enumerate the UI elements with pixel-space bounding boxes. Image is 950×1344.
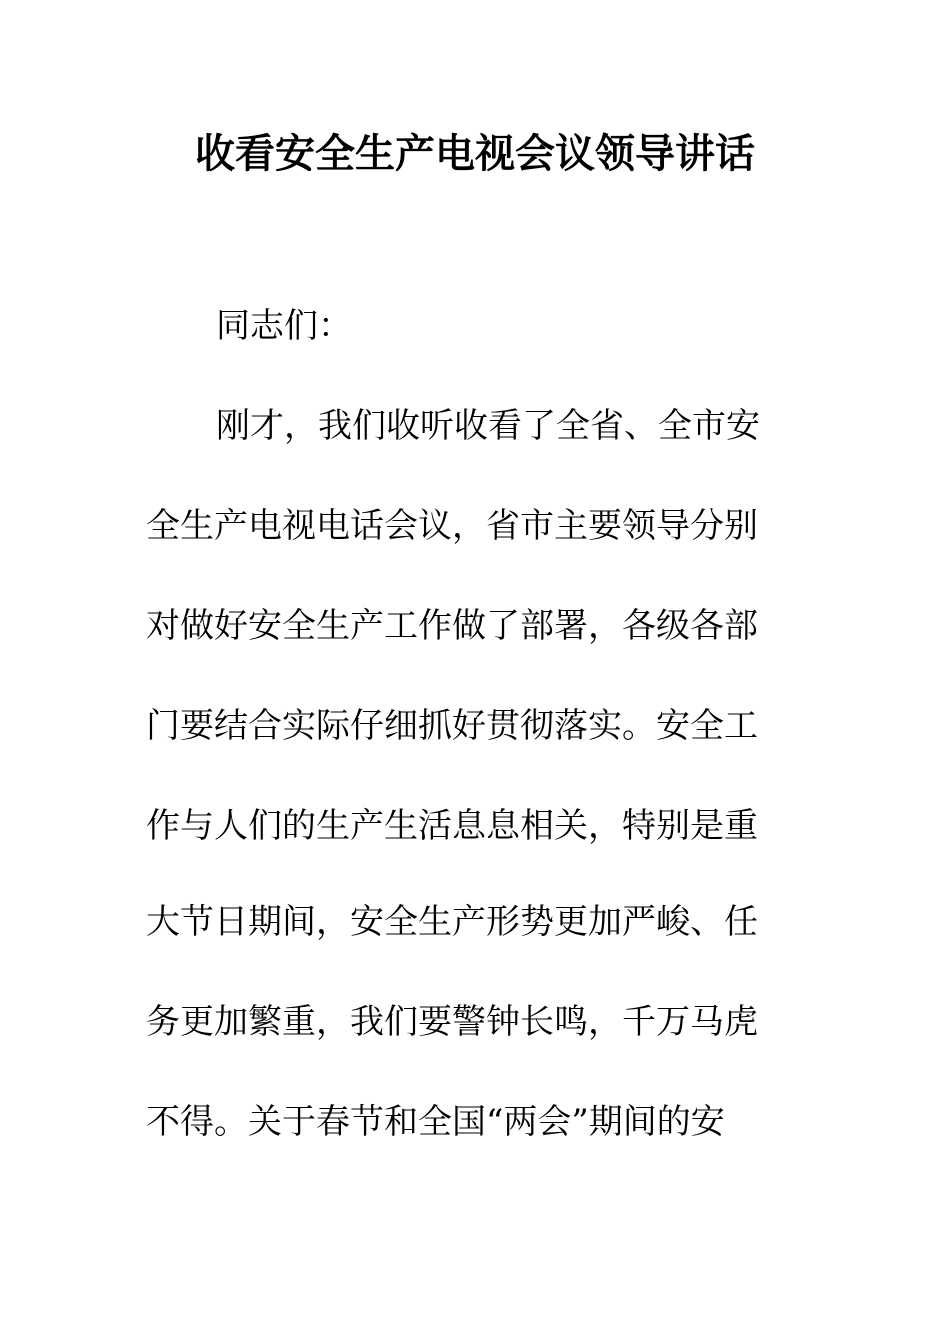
paragraph-line: 不得。关于春节和全国“两会”期间的安	[146, 1102, 725, 1142]
document-title: 收看安全生产电视会议领导讲话	[195, 130, 755, 177]
paragraph-line: 作与人们的生产生活息息相关，特别是重	[146, 806, 758, 846]
paragraph-line: 全生产电视电话会议，省市主要领导分别	[146, 506, 758, 546]
paragraph-line: 对做好安全生产工作做了部署，各级各部	[146, 606, 758, 646]
paragraph-line: 务更加繁重，我们要警钟长鸣，千万马虎	[146, 1002, 758, 1042]
paragraph-line: 门要结合实际仔细抓好贯彻落实。安全工	[146, 706, 758, 746]
paragraph-line: 大节日期间，安全生产形势更加严峻、任	[146, 902, 758, 942]
paragraph-line: 刚才，我们收听收看了全省、全市安	[216, 406, 760, 446]
salutation: 同志们：	[216, 306, 352, 346]
